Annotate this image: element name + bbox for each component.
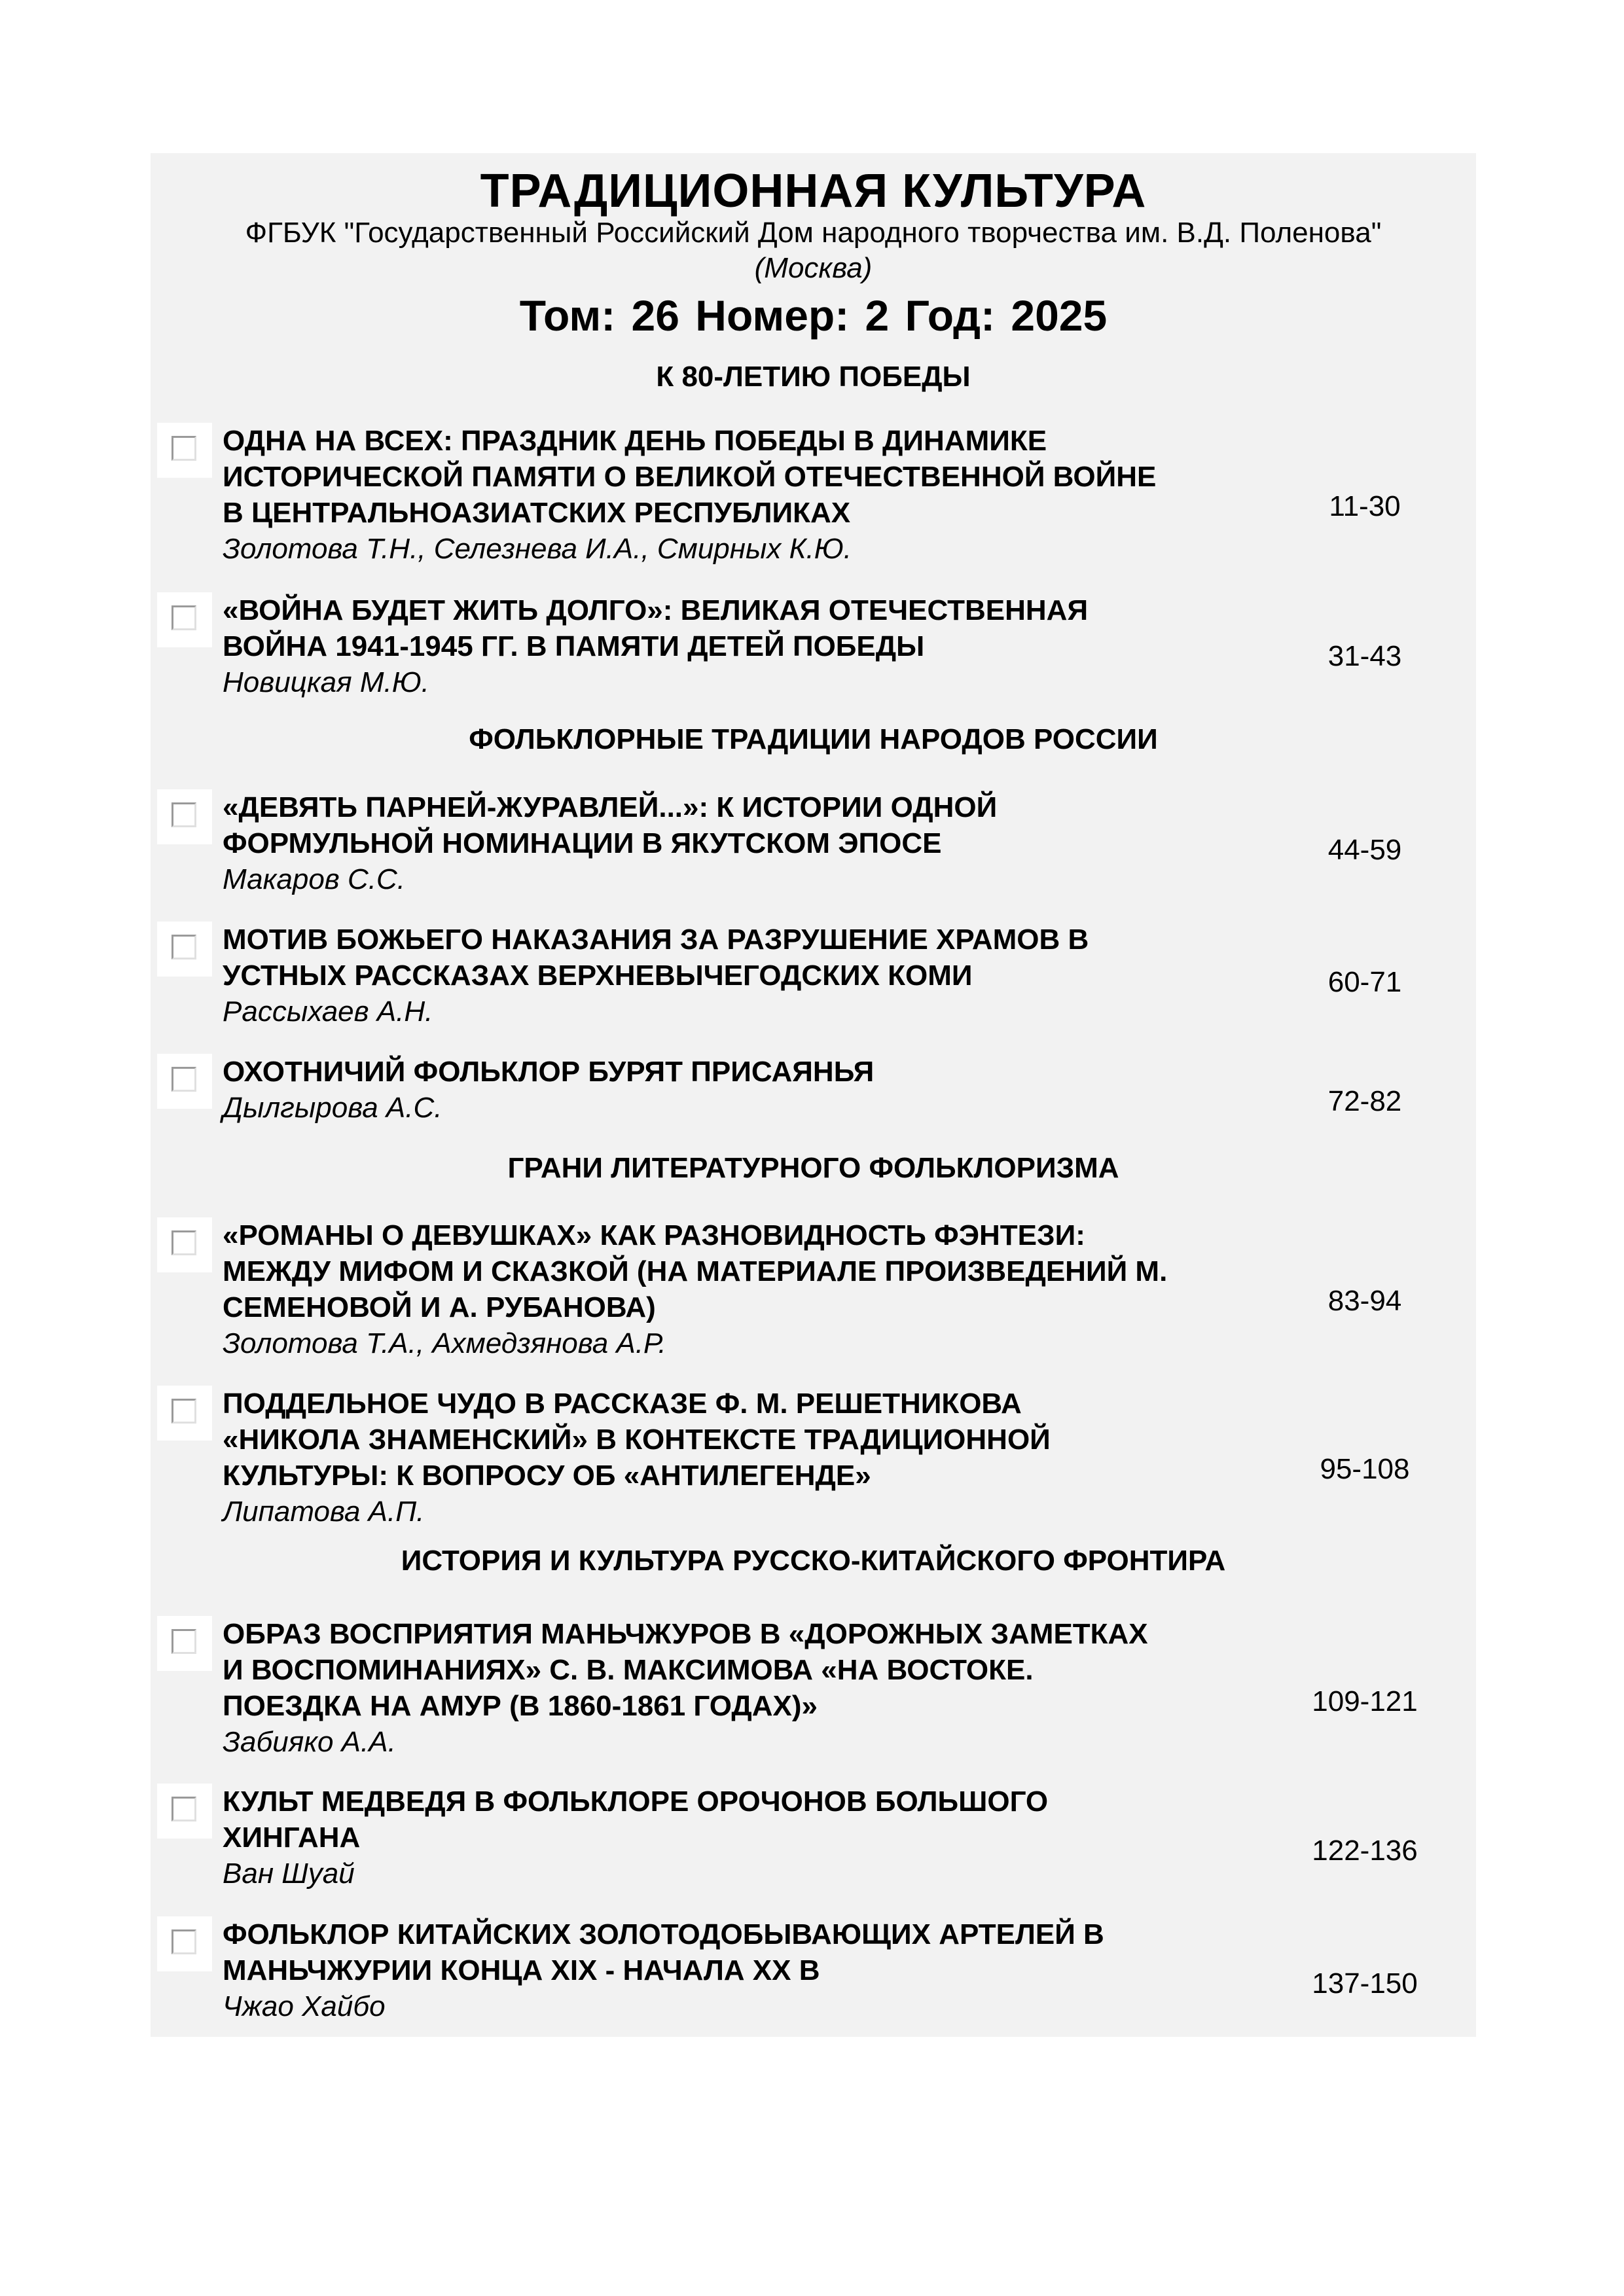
- article-authors: Рассыхаев А.Н.: [223, 996, 433, 1028]
- article-title[interactable]: «ДЕВЯТЬ ПАРНЕЙ-ЖУРАВЛЕЙ...»: К ИСТОРИИ ОДНОЙ ФОРМУЛЬНОЙ НОМИНАЦИИ В ЯКУТСКОМ ЭПОСЕ: [223, 791, 998, 859]
- publisher-city: (Москва): [754, 252, 873, 284]
- article-checkbox[interactable]: [157, 922, 212, 977]
- article-authors: Забияко А.А.: [223, 1726, 396, 1758]
- article-authors: Золотова Т.А., Ахмедзянова А.Р.: [223, 1327, 666, 1359]
- article-pages: 60-71: [1327, 966, 1402, 998]
- section-heading: ГРАНИ ЛИТЕРАТУРНОГО ФОЛЬКЛОРИЗМА: [507, 1152, 1119, 1184]
- article-title[interactable]: ОДНА НА ВСЕХ: ПРАЗДНИК ДЕНЬ ПОБЕДЫ В ДИНАМИКЕ ИСТОРИЧЕСКОЙ ПАМЯТИ О ВЕЛИКОЙ ОТЕЧЕСТВЕННОЙ ВОЙНЕ В ЦЕНТРАЛЬНОАЗИАТСКИХ РЕСПУБЛИКАХ: [223, 425, 1157, 529]
- number-label: Номер: 2: [695, 291, 890, 340]
- article-authors: Дылгырова А.С.: [223, 1092, 442, 1124]
- section-heading: ФОЛЬКЛОРНЫЕ ТРАДИЦИИ НАРОДОВ РОССИИ: [469, 723, 1158, 755]
- issue-info: [151, 284, 1476, 347]
- article-title[interactable]: ФОЛЬКЛОР КИТАЙСКИХ ЗОЛОТОДОБЫВАЮЩИХ АРТЕЛЕЙ В МАНЬЧЖУРИИ КОНЦА XIX - НАЧАЛА XX В: [223, 1918, 1104, 1986]
- article-checkbox[interactable]: [157, 789, 212, 844]
- article-title[interactable]: КУЛЬТ МЕДВЕДЯ В ФОЛЬКЛОРЕ ОРОЧОНОВ БОЛЬШОГО ХИНГАНА: [223, 1785, 1049, 1854]
- article-pages: 83-94: [1327, 1285, 1402, 1317]
- article-checkbox[interactable]: [157, 1054, 212, 1109]
- journal-title: ТРАДИЦИОННАЯ КУЛЬТУРА: [480, 165, 1147, 217]
- publisher-name: ФГБУК "Государственный Российский Дом народного творчества им. В.Д. Поленова": [245, 217, 1382, 249]
- year-label: Год: 2025: [905, 291, 1108, 340]
- article-checkbox[interactable]: [157, 1386, 212, 1441]
- article-pages: 72-82: [1327, 1085, 1402, 1117]
- section-heading: К 80-ЛЕТИЮ ПОБЕДЫ: [656, 361, 971, 393]
- article-checkbox[interactable]: [157, 1217, 212, 1272]
- article-pages: 95-108: [1320, 1453, 1410, 1485]
- article-authors: Новицкая М.Ю.: [223, 666, 429, 698]
- article-checkbox[interactable]: [157, 1916, 212, 1971]
- volume-label: Том: 26: [519, 291, 679, 340]
- article-title[interactable]: «РОМАНЫ О ДЕВУШКАХ» КАК РАЗНОВИДНОСТЬ ФЭНТЕЗИ: МЕЖДУ МИФОМ И СКАЗКОЙ (НА МАТЕРИАЛЕ ПРОИЗВЕДЕНИЙ М. СЕМЕНОВОЙ И А. РУБАНОВА): [223, 1219, 1168, 1323]
- article-authors: Липатова А.П.: [223, 1496, 425, 1528]
- article-pages: 31-43: [1327, 640, 1402, 672]
- article-checkbox[interactable]: [157, 1784, 212, 1839]
- section-heading: ИСТОРИЯ И КУЛЬТУРА РУССКО-КИТАЙСКОГО ФРОНТИРА: [401, 1545, 1226, 1577]
- article-authors: Чжао Хайбо: [223, 1990, 386, 2022]
- article-authors: Ван Шуай: [223, 1857, 355, 1890]
- article-pages: 11-30: [1329, 490, 1401, 522]
- article-checkbox[interactable]: [157, 1616, 212, 1671]
- article-authors: Макаров С.С.: [223, 863, 405, 895]
- article-pages: 137-150: [1312, 1967, 1418, 2000]
- article-title[interactable]: МОТИВ БОЖЬЕГО НАКАЗАНИЯ ЗА РАЗРУШЕНИЕ ХРАМОВ В УСТНЫХ РАССКАЗАХ ВЕРХНЕВЫЧЕГОДСКИХ КОМИ: [223, 924, 1089, 992]
- article-pages: 44-59: [1327, 834, 1402, 866]
- article-title[interactable]: «ВОЙНА БУДЕТ ЖИТЬ ДОЛГО»: ВЕЛИКАЯ ОТЕЧЕСТВЕННАЯ ВОЙНА 1941-1945 ГГ. В ПАМЯТИ ДЕТЕЙ ПОБЕДЫ: [223, 594, 1089, 662]
- article-checkbox[interactable]: [157, 592, 212, 647]
- article-pages: 109-121: [1312, 1685, 1418, 1717]
- article-pages: 122-136: [1312, 1835, 1418, 1867]
- article-title[interactable]: ОБРАЗ ВОСПРИЯТИЯ МАНЬЧЖУРОВ В «ДОРОЖНЫХ ЗАМЕТКАХ И ВОСПОМИНАНИЯХ» С. В. МАКСИМОВА «НА ВОСТОКЕ. ПОЕЗДКА НА АМУР (В 1860-1861 ГОДАХ)»: [223, 1618, 1148, 1722]
- article-checkbox[interactable]: [157, 423, 212, 478]
- article-title[interactable]: ОХОТНИЧИЙ ФОЛЬКЛОР БУРЯТ ПРИСАЯНЬЯ: [223, 1056, 875, 1088]
- article-title[interactable]: ПОДДЕЛЬНОЕ ЧУДО В РАССКАЗЕ Ф. М. РЕШЕТНИКОВА «НИКОЛА ЗНАМЕНСКИЙ» В КОНТЕКСТЕ ТРАДИЦИОННОЙ КУЛЬТУРЫ: К ВОПРОСУ ОБ «АНТИЛЕГЕНДЕ»: [223, 1388, 1051, 1492]
- article-authors: Золотова Т.Н., Селезнева И.А., Смирных К.Ю.: [223, 533, 852, 565]
